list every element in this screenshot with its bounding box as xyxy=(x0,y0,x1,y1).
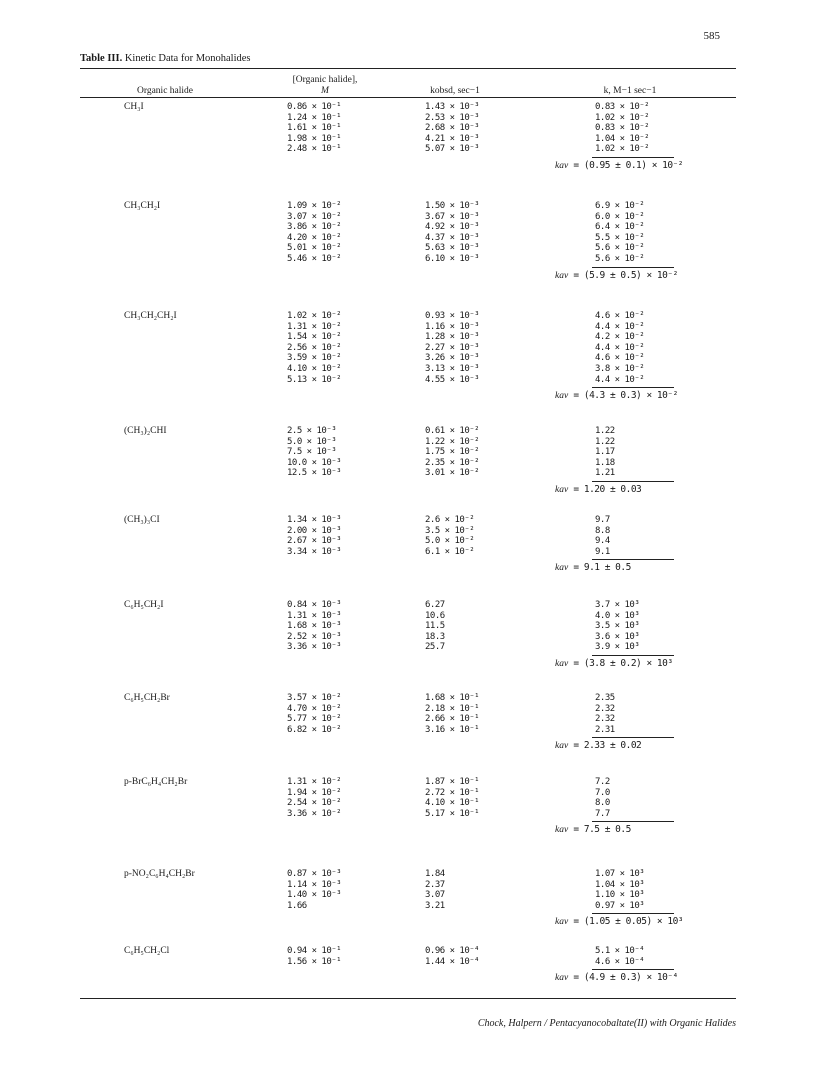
kobsd-cell: 3.67 × 10⁻³ xyxy=(425,211,480,222)
kav-value: = 2.33 ± 0.02 xyxy=(573,740,642,752)
k-cell: 6.9 × 10⁻² xyxy=(595,201,645,211)
kobsd-column xyxy=(425,515,474,557)
top-rule xyxy=(80,68,736,69)
page-number: 585 xyxy=(703,30,720,42)
k-cell: 7.0 xyxy=(595,787,610,798)
kobsd-column xyxy=(425,600,445,653)
concentration-cell: 5.01 × 10⁻² xyxy=(287,243,342,254)
kobsd-column xyxy=(425,102,479,155)
kav-label: kav xyxy=(555,659,569,669)
kobsd-cell: 0.61 × 10⁻² xyxy=(425,426,480,436)
concentration-cell: 1.14 × 10⁻³ xyxy=(287,879,342,890)
k-cell: 2.35 xyxy=(595,693,615,703)
concentration-cell: 1.40 × 10⁻³ xyxy=(287,890,342,901)
concentration-cell: 1.98 × 10⁻¹ xyxy=(287,133,342,144)
header-organic-halide: Organic halide xyxy=(136,86,193,96)
concentration-cell: 1.31 × 10⁻² xyxy=(287,321,342,332)
kobsd-cell: 2.18 × 10⁻¹ xyxy=(425,703,480,714)
k-cell: 6.0 × 10⁻² xyxy=(595,211,645,222)
kobsd-cell: 2.68 × 10⁻³ xyxy=(425,123,480,134)
concentration-cell: 2.56 × 10⁻² xyxy=(287,342,342,353)
kobsd-cell: 18.3 xyxy=(425,631,445,642)
header-kobsd: kobsd, sec−1 xyxy=(430,86,480,96)
concentration-cell: 0.84 × 10⁻³ xyxy=(287,600,342,610)
concentration-cell: 5.13 × 10⁻² xyxy=(287,374,342,385)
concentration-cell: 2.48 × 10⁻¹ xyxy=(287,144,342,155)
concentration-cell: 1.02 × 10⁻² xyxy=(287,311,342,321)
concentration-cell: 0.86 × 10⁻¹ xyxy=(287,102,342,112)
kobsd-cell: 1.43 × 10⁻³ xyxy=(425,102,480,112)
k-average xyxy=(555,740,641,751)
k-cell: 2.31 xyxy=(595,724,615,735)
concentration-cell: 3.07 × 10⁻² xyxy=(287,211,342,222)
organic-halide-name: (CH₃)₃CI xyxy=(124,515,160,525)
k-cell: 9.1 xyxy=(595,546,610,557)
k-cell: 4.2 × 10⁻² xyxy=(595,332,645,343)
conc-column xyxy=(287,311,341,385)
kobsd-cell: 3.01 × 10⁻² xyxy=(425,468,480,479)
kav-label: kav xyxy=(555,485,569,495)
kobsd-column xyxy=(425,777,479,819)
kav-label: kav xyxy=(555,973,569,984)
organic-halide-name: CH₃CH₂I xyxy=(124,201,161,211)
k-cell: 4.4 × 10⁻² xyxy=(595,342,645,353)
kobsd-cell: 2.27 × 10⁻³ xyxy=(425,342,480,353)
k-cell: 1.22 xyxy=(595,426,615,436)
concentration-cell: 3.36 × 10⁻² xyxy=(287,808,342,819)
kobsd-cell: 6.10 × 10⁻³ xyxy=(425,253,480,264)
kav-value: = (0.95 ± 0.1) × 10⁻² xyxy=(573,160,684,171)
k-cell: 8.8 xyxy=(595,525,610,536)
average-rule xyxy=(592,737,674,738)
concentration-cell: 5.0 × 10⁻³ xyxy=(287,436,337,447)
kav-label: kav xyxy=(555,161,569,171)
k-cell: 1.04 × 10⁻² xyxy=(595,133,650,144)
conc-column xyxy=(287,693,341,735)
concentration-cell: 1.56 × 10⁻¹ xyxy=(287,956,342,967)
k-cell: 9.4 xyxy=(595,536,610,547)
concentration-cell: 4.10 × 10⁻² xyxy=(287,363,342,374)
k-average xyxy=(555,270,678,281)
kav-value: = 7.5 ± 0.5 xyxy=(573,824,631,836)
conc-column xyxy=(287,600,341,653)
concentration-cell: 3.57 × 10⁻² xyxy=(287,693,342,703)
kav-value: = (1.05 ± 0.05) × 10³ xyxy=(573,916,684,928)
organic-halide-name: CH₃I xyxy=(124,102,144,112)
conc-column xyxy=(287,102,341,155)
k-cell: 4.6 × 10⁻² xyxy=(595,353,645,364)
concentration-cell: 5.77 × 10⁻² xyxy=(287,714,342,725)
k-cell: 3.7 × 10³ xyxy=(595,600,640,610)
kav-label: kav xyxy=(555,270,569,281)
k-column xyxy=(595,600,639,653)
kobsd-cell: 1.22 × 10⁻² xyxy=(425,436,480,447)
average-rule xyxy=(592,559,674,560)
conc-column xyxy=(287,426,341,479)
concentration-cell: 3.59 × 10⁻² xyxy=(287,353,342,364)
average-rule xyxy=(592,481,674,482)
average-rule xyxy=(592,655,674,656)
k-cell: 1.22 xyxy=(595,436,615,447)
concentration-cell: 1.24 × 10⁻¹ xyxy=(287,112,342,123)
concentration-cell: 1.54 × 10⁻² xyxy=(287,332,342,343)
concentration-cell: 1.34 × 10⁻³ xyxy=(287,515,342,525)
k-cell: 3.8 × 10⁻² xyxy=(595,363,645,374)
concentration-cell: 2.5 × 10⁻³ xyxy=(287,426,337,436)
concentration-cell: 10.0 × 10⁻³ xyxy=(287,457,342,468)
organic-halide-name: (CH₃)₂CHI xyxy=(124,426,167,436)
organic-halide-name: p-BrC₆H₄CH₂Br xyxy=(124,777,188,787)
k-cell: 2.32 xyxy=(595,714,615,725)
k-column xyxy=(595,693,615,735)
kav-label: kav xyxy=(555,825,569,836)
k-cell: 3.9 × 10³ xyxy=(595,642,640,653)
kav-value: = (4.9 ± 0.3) × 10⁻⁴ xyxy=(573,972,678,984)
k-cell: 7.7 xyxy=(595,808,610,819)
k-average xyxy=(555,484,641,495)
conc-column xyxy=(287,946,341,967)
k-column xyxy=(595,311,644,385)
average-rule xyxy=(592,969,674,970)
kobsd-cell: 2.37 xyxy=(425,879,445,890)
kobsd-cell: 3.13 × 10⁻³ xyxy=(425,363,480,374)
organic-halide-name: CH₃CH₂CH₂I xyxy=(124,311,177,321)
header-conc-line1: [Organic halide], xyxy=(292,75,358,85)
conc-column xyxy=(287,201,341,265)
k-average xyxy=(555,972,678,983)
kobsd-cell: 2.66 × 10⁻¹ xyxy=(425,714,480,725)
kobsd-cell: 5.63 × 10⁻³ xyxy=(425,243,480,254)
average-rule xyxy=(592,821,674,822)
kobsd-cell: 2.6 × 10⁻² xyxy=(425,515,475,525)
kav-value: = (4.3 ± 0.3) × 10⁻² xyxy=(573,390,678,402)
organic-halide-name: C₆H₅CH₂Br xyxy=(124,693,170,703)
header-concentration xyxy=(255,75,395,97)
conc-column xyxy=(287,777,341,819)
kobsd-cell: 10.6 xyxy=(425,610,445,621)
kobsd-cell: 1.50 × 10⁻³ xyxy=(425,201,480,211)
k-cell: 4.6 × 10⁻² xyxy=(595,311,645,321)
kobsd-cell: 1.75 × 10⁻² xyxy=(425,447,480,458)
kobsd-cell: 6.1 × 10⁻² xyxy=(425,546,475,557)
kobsd-cell: 2.53 × 10⁻³ xyxy=(425,112,480,123)
organic-halide-name: C₆H₅CH₂Cl xyxy=(124,946,170,956)
kav-value: = 1.20 ± 0.03 xyxy=(573,484,642,495)
concentration-cell: 1.31 × 10⁻³ xyxy=(287,610,342,621)
k-cell: 5.6 × 10⁻² xyxy=(595,253,645,264)
k-cell: 4.0 × 10³ xyxy=(595,610,640,621)
concentration-cell: 2.67 × 10⁻³ xyxy=(287,536,342,547)
kobsd-column xyxy=(425,201,479,265)
kobsd-cell: 1.16 × 10⁻³ xyxy=(425,321,480,332)
kobsd-cell: 1.28 × 10⁻³ xyxy=(425,332,480,343)
average-rule xyxy=(592,157,674,158)
k-cell: 1.04 × 10³ xyxy=(595,879,645,890)
average-rule xyxy=(592,387,674,388)
concentration-cell: 3.86 × 10⁻² xyxy=(287,222,342,233)
kobsd-cell: 11.5 xyxy=(425,621,445,632)
kav-label: kav xyxy=(555,741,569,752)
kobsd-column xyxy=(425,946,479,967)
k-cell: 0.83 × 10⁻² xyxy=(595,123,650,134)
k-cell: 1.07 × 10³ xyxy=(595,869,645,879)
k-average xyxy=(555,390,678,401)
k-column xyxy=(595,777,610,819)
k-cell: 1.10 × 10³ xyxy=(595,890,645,901)
concentration-cell: 2.54 × 10⁻² xyxy=(287,798,342,809)
k-column xyxy=(595,946,644,967)
k-cell: 4.6 × 10⁻⁴ xyxy=(595,956,645,967)
kobsd-cell: 5.0 × 10⁻² xyxy=(425,536,475,547)
k-cell: 6.4 × 10⁻² xyxy=(595,222,645,233)
kobsd-cell: 1.44 × 10⁻⁴ xyxy=(425,956,480,967)
k-cell: 2.32 xyxy=(595,703,615,714)
concentration-cell: 7.5 × 10⁻³ xyxy=(287,447,337,458)
k-cell: 5.1 × 10⁻⁴ xyxy=(595,946,645,956)
k-column xyxy=(595,869,644,911)
concentration-cell: 1.66 xyxy=(287,900,307,911)
k-cell: 4.4 × 10⁻² xyxy=(595,321,645,332)
kobsd-cell: 4.37 × 10⁻³ xyxy=(425,232,480,243)
k-cell: 1.18 xyxy=(595,457,615,468)
k-cell: 0.97 × 10³ xyxy=(595,900,645,911)
k-cell: 3.5 × 10³ xyxy=(595,621,640,632)
kobsd-cell: 5.17 × 10⁻¹ xyxy=(425,808,480,819)
concentration-cell: 1.61 × 10⁻¹ xyxy=(287,123,342,134)
header-k: k, M−1 sec−1 xyxy=(603,86,657,96)
header-conc-line2: M xyxy=(321,86,329,96)
table-caption xyxy=(80,53,251,64)
header-rule xyxy=(80,97,736,98)
k-average xyxy=(555,160,683,171)
concentration-cell: 2.52 × 10⁻³ xyxy=(287,631,342,642)
concentration-cell: 0.94 × 10⁻¹ xyxy=(287,946,342,956)
k-cell: 5.5 × 10⁻² xyxy=(595,232,645,243)
kobsd-cell: 2.72 × 10⁻¹ xyxy=(425,787,480,798)
kobsd-cell: 5.07 × 10⁻³ xyxy=(425,144,480,155)
kav-label: kav xyxy=(555,391,569,402)
k-cell: 1.02 × 10⁻² xyxy=(595,112,650,123)
concentration-cell: 6.82 × 10⁻² xyxy=(287,724,342,735)
kobsd-cell: 4.10 × 10⁻¹ xyxy=(425,798,480,809)
k-cell: 4.4 × 10⁻² xyxy=(595,374,645,385)
concentration-cell: 3.36 × 10⁻³ xyxy=(287,642,342,653)
concentration-cell: 0.87 × 10⁻³ xyxy=(287,869,342,879)
kobsd-cell: 1.84 xyxy=(425,869,445,879)
kav-label: kav xyxy=(555,563,569,574)
k-cell: 1.17 xyxy=(595,447,615,458)
concentration-cell: 5.46 × 10⁻² xyxy=(287,253,342,264)
kav-value: = (5.9 ± 0.5) × 10⁻² xyxy=(573,269,678,281)
average-rule xyxy=(592,913,674,914)
kobsd-cell: 2.35 × 10⁻² xyxy=(425,457,480,468)
kobsd-cell: 3.5 × 10⁻² xyxy=(425,525,475,536)
concentration-cell: 4.20 × 10⁻² xyxy=(287,232,342,243)
kobsd-column xyxy=(425,693,479,735)
bottom-rule xyxy=(80,998,736,999)
kobsd-column xyxy=(425,426,479,479)
kobsd-cell: 0.96 × 10⁻⁴ xyxy=(425,946,480,956)
conc-column xyxy=(287,515,341,557)
k-cell: 7.2 xyxy=(595,777,610,787)
k-cell: 1.02 × 10⁻² xyxy=(595,144,650,155)
k-column xyxy=(595,102,649,155)
concentration-cell: 2.00 × 10⁻³ xyxy=(287,525,342,536)
kobsd-cell: 25.7 xyxy=(425,642,445,653)
k-cell: 0.83 × 10⁻² xyxy=(595,102,650,112)
kav-label: kav xyxy=(555,917,569,928)
kobsd-cell: 3.07 xyxy=(425,890,445,901)
k-column xyxy=(595,201,644,265)
concentration-cell: 12.5 × 10⁻³ xyxy=(287,468,342,479)
kobsd-cell: 3.26 × 10⁻³ xyxy=(425,353,480,364)
k-column xyxy=(595,515,610,557)
concentration-cell: 1.31 × 10⁻² xyxy=(287,777,342,787)
kobsd-cell: 4.21 × 10⁻³ xyxy=(425,133,480,144)
k-column xyxy=(595,426,615,479)
kobsd-cell: 3.21 xyxy=(425,900,445,911)
kobsd-cell: 3.16 × 10⁻¹ xyxy=(425,724,480,735)
concentration-cell: 1.94 × 10⁻² xyxy=(287,787,342,798)
table-title: Kinetic Data for Monohalides xyxy=(124,53,251,64)
concentration-cell: 1.68 × 10⁻³ xyxy=(287,621,342,632)
kobsd-cell: 1.87 × 10⁻¹ xyxy=(425,777,480,787)
table-label: Table III. xyxy=(80,53,123,64)
organic-halide-name: p-NO₂C₆H₄CH₂Br xyxy=(124,869,195,879)
average-rule xyxy=(592,267,674,268)
kobsd-cell: 1.68 × 10⁻¹ xyxy=(425,693,480,703)
k-cell: 9.7 xyxy=(595,515,610,525)
kobsd-column xyxy=(425,311,479,385)
k-average xyxy=(555,824,631,835)
k-average xyxy=(555,658,673,669)
concentration-cell: 4.70 × 10⁻² xyxy=(287,703,342,714)
kobsd-cell: 6.27 xyxy=(425,600,445,610)
k-average xyxy=(555,562,631,573)
k-cell: 8.0 xyxy=(595,798,610,809)
k-cell: 3.6 × 10³ xyxy=(595,631,640,642)
kobsd-cell: 4.55 × 10⁻³ xyxy=(425,374,480,385)
k-cell: 1.21 xyxy=(595,468,615,479)
kav-value: = (3.8 ± 0.2) × 10³ xyxy=(573,658,673,669)
running-footer: Chock, Halpern / Pentacyanocobaltate(II) with Organic Halides xyxy=(477,1018,736,1029)
k-average xyxy=(555,916,683,927)
kobsd-cell: 0.93 × 10⁻³ xyxy=(425,311,480,321)
kav-value: = 9.1 ± 0.5 xyxy=(573,562,631,574)
conc-column xyxy=(287,869,341,911)
kobsd-column xyxy=(425,869,445,911)
concentration-cell: 1.09 × 10⁻² xyxy=(287,201,342,211)
organic-halide-name: C₆H₅CH₂I xyxy=(124,600,164,610)
k-cell: 5.6 × 10⁻² xyxy=(595,243,645,254)
kobsd-cell: 4.92 × 10⁻³ xyxy=(425,222,480,233)
concentration-cell: 3.34 × 10⁻³ xyxy=(287,546,342,557)
